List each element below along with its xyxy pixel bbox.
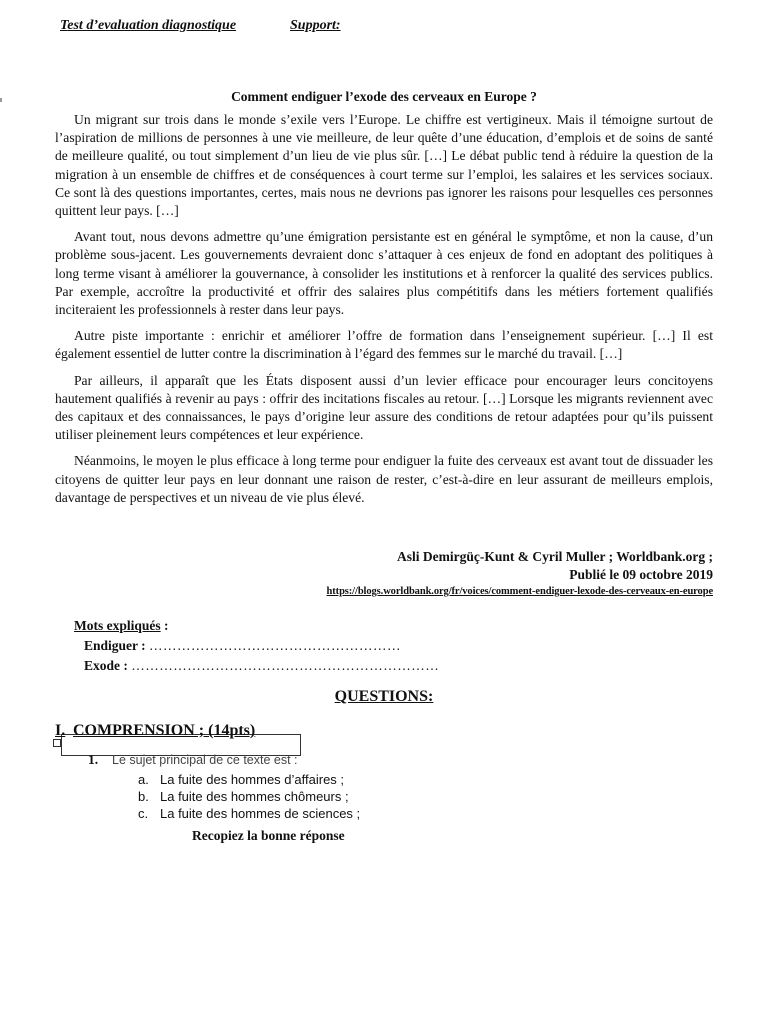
choice-letter: a.: [138, 772, 149, 787]
choice-text: La fuite des hommes de sciences ;: [160, 806, 361, 821]
article-paragraph: Par ailleurs, il apparaît que les États disposent aussi d’un levier efficace pour encourager leurs concitoyens hautement qualifiés à revenir au pays : offrir des incitations fiscales au retour. […] Lorsque les migrants reviennent avec des capitaux et des connaissances, le pays d’origine leur assure des conditions de retour adaptées pour qu’ils puissent utiliser pleinement leurs compétences et leur expérience.: [55, 372, 713, 443]
article-url: https://blogs.worldbank.org/fr/voices/comment-endiguer-lexode-des-cerveaux-en-europe: [326, 586, 713, 597]
article-source: [327, 548, 713, 601]
vocabulary-item: [74, 636, 439, 656]
comprehension-heading: [55, 722, 255, 740]
question-number: 1.: [88, 752, 99, 767]
answer-blank: …………………………………………………………: [131, 658, 440, 673]
question-1-choices: [138, 771, 360, 822]
vocabulary-label: Mots expliqués: [74, 618, 161, 633]
choice-letter: c.: [138, 806, 149, 821]
article-paragraph: Un migrant sur trois dans le monde s’exile vers l’Europe. Le chiffre est vertigineux. Mais il témoigne surtout de l’aspiration de millions de personnes à une vie meilleure, de leur quête d’une éducation, d’emplois et de soins de santé de meilleure qualité, ou tout simplement d’un lieu de vie plus sûr. […] Le débat public tend à réduire la question de la migration à un ensemble de chiffres et de conséquences à court terme sur l’emploi, les salaires et les services sociaux. Ce sont là des questions importantes, certes, mais nous ne devrions pas ignorer les raisons pour lesquelles ces personnes quittent leur pays. […]: [55, 112, 713, 219]
choice-text: La fuite des hommes d’affaires ;: [160, 772, 345, 787]
article-paragraph: Néanmoins, le moyen le plus efficace à long terme pour endiguer la fuite des cerveaux est avant tout de dissuader les citoyens de quitter leur pays en leur donnant une raison de rester, c’est-à-dire en leur assurant de meilleurs emplois, davantage de perspectives et un niveau de vie plus élevé.: [55, 453, 713, 505]
question-text: Le sujet principal de ce texte est :: [112, 753, 298, 767]
article-published-date: Publié le 09 octobre 2019: [569, 566, 713, 582]
question-1: [88, 752, 298, 768]
answer-blank: ………………………………………………: [149, 638, 402, 653]
questions-heading: QUESTIONS:: [334, 688, 434, 705]
vocabulary-section: [74, 616, 439, 676]
support-label: Support:: [290, 18, 341, 33]
choice-item: [138, 805, 360, 822]
vocabulary-item: [74, 656, 439, 676]
document-header: [60, 18, 341, 34]
choice-item: [138, 788, 360, 805]
article-paragraph: Autre piste importante : enrichir et améliorer l’offre de formation dans l’enseignement supérieur. […] Il est également essentiel de lutter contre la discrimination à l’égard des femmes sur le marché du travail. […]: [55, 328, 713, 362]
section-number: I.: [55, 722, 66, 739]
resize-handle[interactable]: [53, 739, 61, 747]
instruction-text: Recopiez la bonne réponse: [192, 828, 345, 843]
vocabulary-word: Exode :: [84, 658, 132, 673]
article-title: Comment endiguer l’exode des cerveaux en Europe ?: [231, 89, 537, 104]
article-body: [55, 111, 713, 515]
choice-letter: b.: [138, 789, 149, 804]
choice-text: La fuite des hommes chômeurs ;: [160, 789, 349, 804]
choice-item: [138, 771, 360, 788]
margin-mark: [0, 98, 2, 102]
vocabulary-word: Endiguer :: [84, 638, 150, 653]
article-authors: Asli Demirgüç-Kunt & Cyril Muller ; Worldbank.org ;: [397, 549, 713, 564]
section-title: COMPRENSION ; (14pts): [73, 722, 256, 739]
article-paragraph: Avant tout, nous devons admettre qu’une émigration persistante est en général le symptôme, et non la cause, d’un problème sous-jacent. Les gouvernements devraient donc s’attaquer à ces enjeux de fond en adoptant des politiques à long terme visant à améliorer la gouvernance, à consolider les institutions et à renforcer la qualité des services publics. Par exemple, accroître la productivité et offrir des salaires plus compétitifs dans les métiers fortement qualifiés inciteraient les professionnels à rester dans leur pays.: [55, 229, 713, 318]
test-title: Test d’evaluation diagnostique: [60, 18, 237, 33]
vocabulary-label-suffix: :: [160, 618, 169, 633]
